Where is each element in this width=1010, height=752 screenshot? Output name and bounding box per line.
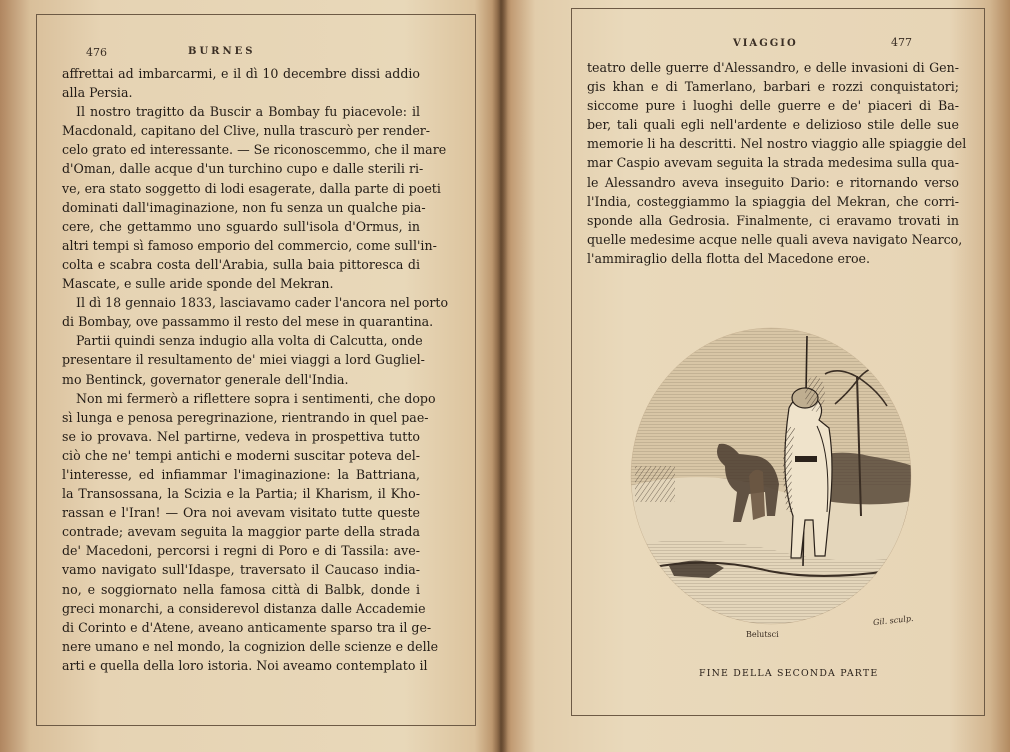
text-line: colta e scabra costa dell'Arabia, sulla baia pittoresca di: [62, 256, 420, 272]
text-line: affrettai ad imbarcarmi, e il dì 10 decembre dissi addio: [62, 66, 420, 81]
text-line: Non mi fermerò a riflettere sopra i sentimenti, che dopo: [76, 390, 436, 406]
text-line: l'ammiraglio della flotta del Macedone eroe.: [587, 250, 871, 266]
text-line: memorie li ha descritti. Nel nostro viaggio alle spiaggie del: [587, 136, 967, 152]
text-line: greci monarchi, a considerevol distanza dalle Accademie: [62, 600, 426, 616]
text-line: ciò che ne' tempi antichi e moderni suscitar poteva del-: [62, 447, 420, 463]
text-line: vamo navigato sull'Idaspe, traversato il Caucaso india-: [62, 562, 420, 578]
left-page-number: 476: [86, 46, 107, 59]
engraving-illustration: [629, 316, 913, 626]
text-line: sponde alla Gedrosia. Finalmente, ci eravamo trovati in: [587, 212, 959, 228]
text-line: alla Persia.: [62, 85, 133, 101]
text-line: rassan e l'Iran! — Ora noi avevam visitato tutte queste: [62, 505, 420, 521]
text-line: cere, che gettammo uno sguardo sull'isola d'Ormus, in: [62, 218, 420, 234]
text-line: di Bombay, ove passammo il resto del mese in quarantina.: [62, 314, 434, 330]
text-line: Partii quindi senza indugio alla volta di Calcutta, onde: [76, 333, 423, 349]
text-line: l'interesse, ed infiammar l'imaginazione: la Battriana,: [62, 466, 420, 482]
text-line: Il dì 18 gennaio 1833, lasciavamo cader l'ancora nel porto: [76, 295, 449, 311]
text-line: dominati dall'imaginazione, non fu senza un qualche pia-: [62, 199, 426, 215]
text-line: le Alessandro aveva inseguito Dario: e ritornando verso: [587, 174, 959, 190]
text-line: gis khan e di Tamerlano, barbari e rozzi conquistatori;: [587, 79, 959, 95]
right-page: [505, 0, 1010, 752]
text-line: la Transossana, la Scizia e la Partia; il Kharism, il Kho-: [62, 486, 420, 502]
text-line: sì lunga e penosa peregrinazione, rientrando in quel pae-: [62, 409, 429, 425]
text-line: Il nostro tragitto da Buscir a Bombay fu piacevole: il: [76, 104, 420, 120]
text-line: nere umano e nel mondo, la cognizion delle scienze e delle: [62, 638, 439, 654]
text-line: ber, tali quali egli nell'ardente e delizioso stile delle sue: [587, 117, 959, 133]
left-page-body: [62, 64, 449, 675]
text-line: siccome pure i luoghi delle guerre e de' piaceri di Ba-: [587, 98, 959, 114]
text-line: contrade; avevam seguita la maggior parte della strada: [62, 524, 420, 540]
text-line: presentare il resultamento de' miei viaggi a lord Gugliel-: [62, 352, 425, 368]
text-line: mo Bentinck, governator generale dell'India.: [62, 371, 349, 387]
text-line: celo grato ed interessante. — Se riconoscemmo, che il mare: [62, 142, 447, 158]
left-running-title: BURNES: [188, 46, 256, 57]
text-line: mar Caspio avevam seguita la strada medesima sulla qua-: [587, 155, 959, 171]
text-line: se io provava. Nel partirne, vedeva in prospettiva tutto: [62, 428, 420, 444]
text-line: arti e quella della loro istoria. Noi aveamo contemplato il: [62, 657, 428, 673]
right-page-body: [587, 58, 967, 268]
end-of-part-note: FINE DELLA SECONDA PARTE: [699, 668, 879, 679]
text-line: ve, era stato soggetto di lodi esagerate, dalla parte di poeti: [62, 180, 441, 196]
right-running-title: VIAGGIO: [733, 38, 798, 49]
illustration-caption: Belutsci: [746, 630, 779, 639]
text-line: di Corinto e d'Atene, aveano anticamente sparso tra il ge-: [62, 619, 432, 635]
engraver-signature: Gil. sculp.: [872, 613, 914, 628]
text-line: de' Macedoni, percorsi i regni di Poro e di Tassila: ave-: [62, 543, 420, 559]
left-page: [0, 0, 495, 752]
text-line: quelle medesime acque nelle quali aveva navigato Nearco,: [587, 231, 963, 247]
text-line: l'India, costeggiammo la spiaggia del Mekran, che corri-: [587, 193, 959, 209]
text-line: teatro delle guerre d'Alessandro, e delle invasioni di Gen-: [587, 60, 959, 75]
text-line: Macdonald, capitano del Clive, nulla trascurò per render-: [62, 123, 431, 139]
right-page-number: 477: [891, 36, 912, 49]
text-line: d'Oman, dalle acque d'un turchino cupo e dalle sterili ri-: [62, 161, 424, 177]
text-line: Mascate, e sulle aride sponde del Mekran.: [62, 276, 334, 292]
text-line: no, e soggiornato nella famosa città di Balbk, donde i: [62, 581, 420, 597]
text-line: altri tempi sì famoso emporio del commercio, come sull'in-: [62, 237, 437, 253]
